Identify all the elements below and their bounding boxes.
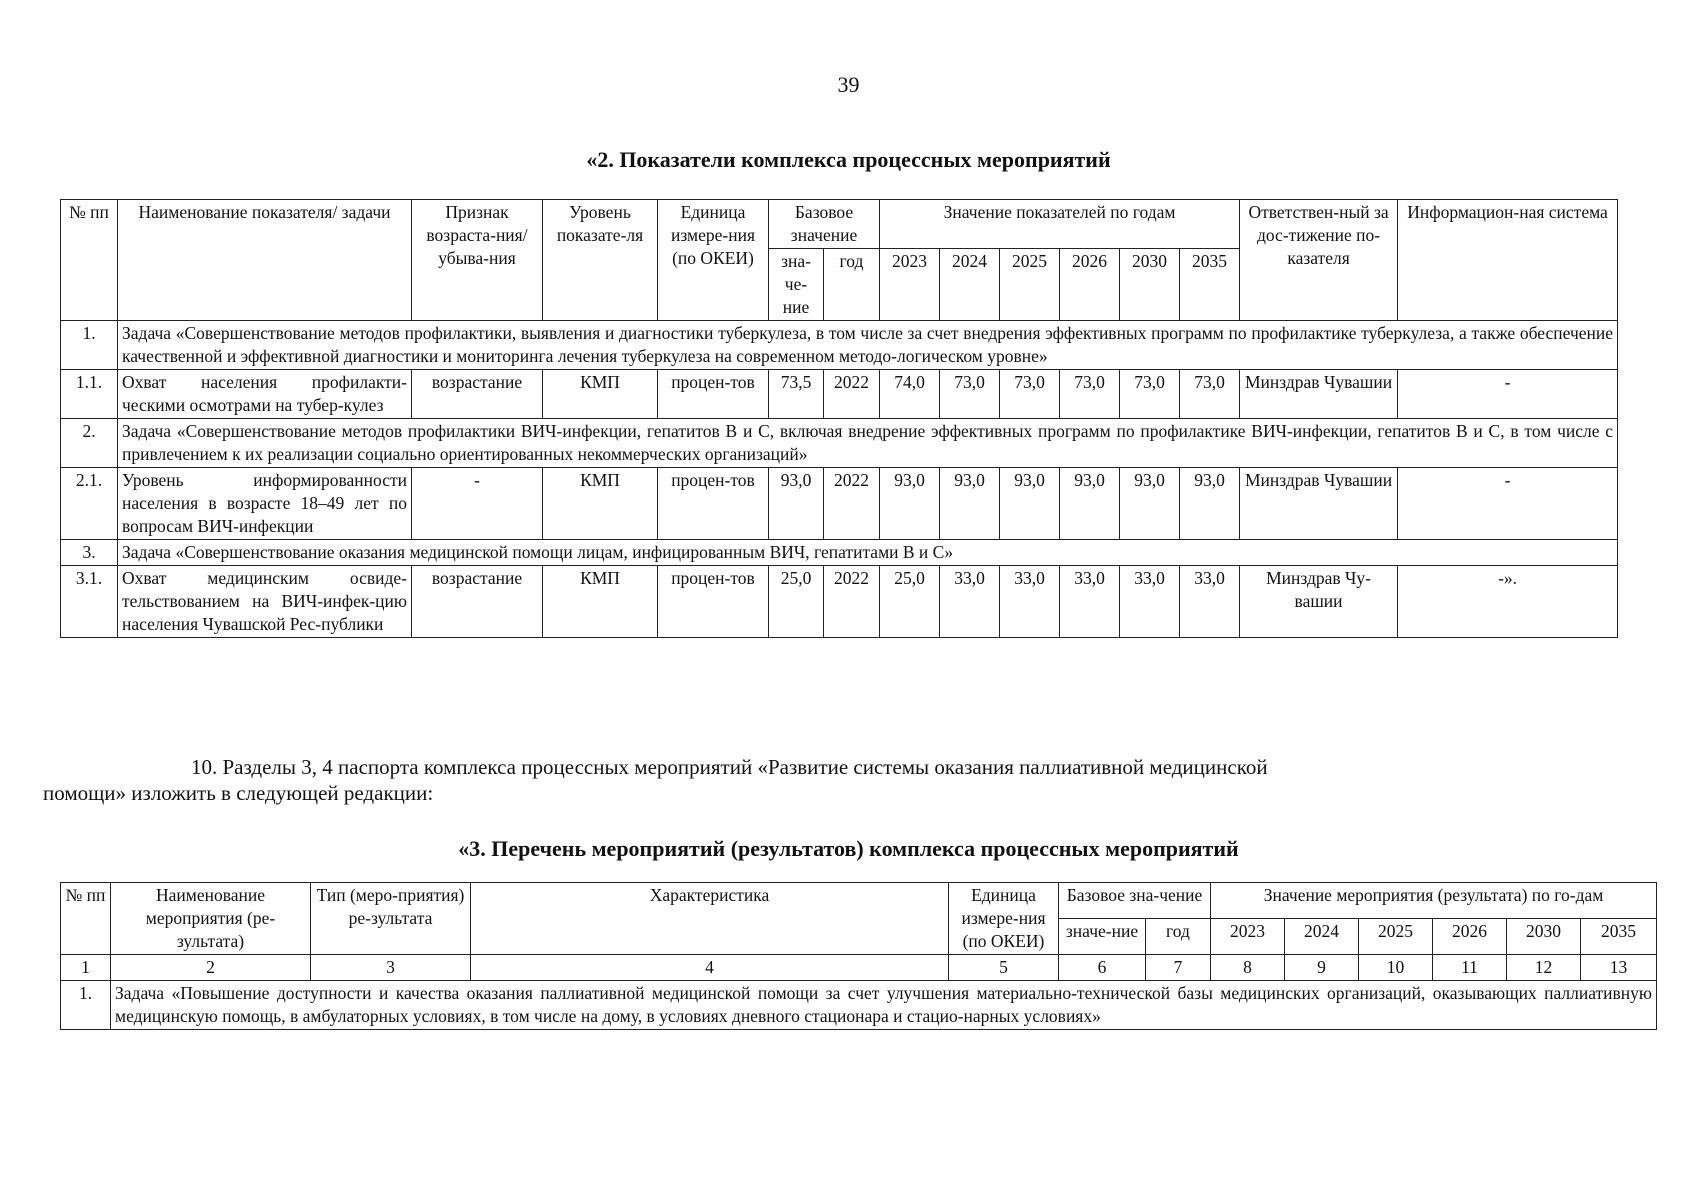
header-unit: Единица измере-ния (по ОКЕИ)	[949, 883, 1059, 955]
indicator-level: КМП	[543, 468, 658, 540]
indicator-value: 33,0	[940, 566, 1000, 638]
header-indicator-name: Наименование показателя/ задачи	[118, 200, 412, 321]
column-number: 2	[111, 955, 311, 981]
header-base-value: значе-ние	[1059, 919, 1146, 955]
indicator-base-year: 2022	[824, 566, 880, 638]
indicator-value: 25,0	[880, 566, 940, 638]
amendment-paragraph	[43, 754, 1597, 806]
indicator-base-value: 73,5	[769, 370, 824, 419]
indicator-info-system: -	[1398, 370, 1618, 419]
header-characteristic: Характеристика	[471, 883, 949, 955]
task-num: 1.	[61, 981, 111, 1030]
task-row	[61, 981, 1657, 1030]
indicator-sign: возрастание	[412, 370, 543, 419]
indicator-value: 33,0	[1180, 566, 1240, 638]
indicator-sign: -	[412, 468, 543, 540]
column-number: 4	[471, 955, 949, 981]
table-header-row	[61, 200, 1618, 249]
indicators-table	[60, 199, 1618, 638]
header-year: 2025	[1000, 249, 1060, 321]
column-number: 13	[1581, 955, 1657, 981]
header-values-by-years: Значение мероприятия (результата) по го-дам	[1211, 883, 1657, 919]
header-year: 2025	[1359, 919, 1433, 955]
header-base-year: год	[1146, 919, 1211, 955]
indicator-name: Охват населения профилакти-ческими осмотрами на тубер-кулез	[118, 370, 412, 419]
indicator-info-system: -	[1398, 468, 1618, 540]
header-num: № пп	[61, 200, 118, 321]
header-num: № пп	[61, 883, 111, 955]
paragraph-line: 10. Разделы 3, 4 паспорта комплекса процессных мероприятий «Развитие системы оказания паллиативной медицинской	[191, 755, 1268, 779]
indicator-value: 73,0	[1000, 370, 1060, 419]
header-activity-name: Наименование мероприятия (ре-зультата)	[111, 883, 311, 955]
indicator-sign: возрастание	[412, 566, 543, 638]
header-year: 2030	[1507, 919, 1581, 955]
indicator-row	[61, 468, 1618, 540]
indicator-value: 73,0	[1060, 370, 1120, 419]
indicator-responsible: Минздрав Чувашии	[1240, 468, 1398, 540]
indicator-value: 93,0	[1180, 468, 1240, 540]
indicator-value: 74,0	[880, 370, 940, 419]
activities-table	[60, 882, 1657, 1030]
column-number: 8	[1211, 955, 1285, 981]
section3-heading: «3. Перечень мероприятий (результатов) комплекса процессных мероприятий	[458, 836, 1239, 861]
indicator-value: 93,0	[940, 468, 1000, 540]
header-year: 2023	[1211, 919, 1285, 955]
indicator-row	[61, 370, 1618, 419]
header-year: 2024	[940, 249, 1000, 321]
column-number: 7	[1146, 955, 1211, 981]
column-number: 9	[1285, 955, 1359, 981]
task-row	[61, 321, 1618, 370]
table-header-row	[61, 883, 1657, 919]
header-responsible: Ответствен-ный за дос-тижение по-казателя	[1240, 200, 1398, 321]
indicator-value: 73,0	[1180, 370, 1240, 419]
column-number: 10	[1359, 955, 1433, 981]
column-number: 11	[1433, 955, 1507, 981]
header-year: 2023	[880, 249, 940, 321]
indicator-value: 93,0	[1120, 468, 1180, 540]
indicator-level: КМП	[543, 370, 658, 419]
column-number: 12	[1507, 955, 1581, 981]
header-type: Тип (меро-приятия) ре-зультата	[311, 883, 471, 955]
indicator-info-system: -».	[1398, 566, 1618, 638]
task-num: 3.	[61, 540, 118, 566]
header-values-by-years: Значение показателей по годам	[880, 200, 1240, 249]
header-base: Базовое значение	[769, 200, 880, 249]
indicator-value: 33,0	[1060, 566, 1120, 638]
indicator-unit: процен-тов	[658, 566, 769, 638]
task-text: Задача «Повышение доступности и качества оказания паллиативной медицинской помощи за счет улучшения материально-технической базы медицинских организаций, оказывающих паллиативную медицинскую помощь, в амбулаторных условиях, в том числе на дому, в условиях дневного стационара и стацио-нарных условиях»	[111, 981, 1657, 1030]
indicator-responsible: Минздрав Чу-вашии	[1240, 566, 1398, 638]
indicator-name: Уровень информированности населения в возрасте 18–49 лет по вопросам ВИЧ-инфекции	[118, 468, 412, 540]
indicator-row	[61, 566, 1618, 638]
header-info-system: Информацион-ная система	[1398, 200, 1618, 321]
header-year: 2035	[1180, 249, 1240, 321]
page-number: 39	[837, 72, 860, 97]
column-number: 5	[949, 955, 1059, 981]
indicator-num: 3.1.	[61, 566, 118, 638]
indicator-base-year: 2022	[824, 370, 880, 419]
indicator-unit: процен-тов	[658, 370, 769, 419]
indicator-unit: процен-тов	[658, 468, 769, 540]
indicator-num: 2.1.	[61, 468, 118, 540]
indicator-value: 33,0	[1120, 566, 1180, 638]
indicator-base-value: 25,0	[769, 566, 824, 638]
header-unit: Единица измере-ния (по ОКЕИ)	[658, 200, 769, 321]
header-level: Уровень показате-ля	[543, 200, 658, 321]
header-year: 2026	[1433, 919, 1507, 955]
task-num: 2.	[61, 419, 118, 468]
header-sign: Признак возраста-ния/убыва-ния	[412, 200, 543, 321]
indicator-base-value: 93,0	[769, 468, 824, 540]
indicator-base-year: 2022	[824, 468, 880, 540]
header-base-value: зна-че-ние	[769, 249, 824, 321]
header-base: Базовое зна-чение	[1059, 883, 1211, 919]
task-row	[61, 419, 1618, 468]
header-base-year: год	[824, 249, 880, 321]
header-year: 2024	[1285, 919, 1359, 955]
indicator-num: 1.1.	[61, 370, 118, 419]
indicator-name: Охват медицинским освиде-тельствованием на ВИЧ-инфек-цию населения Чувашской Рес-публики	[118, 566, 412, 638]
section2-heading: «2. Показатели комплекса процессных мероприятий	[586, 147, 1111, 172]
column-number-row	[61, 955, 1657, 981]
task-text: Задача «Совершенствование методов профилактики, выявления и диагностики туберкулеза, в том числе за счет внедрения эффективных программ по профилактике туберкулеза, а также обеспечение качественной и эффективной диагностики и мониторинга лечения туберкулеза на современном методо-логическом уровне»	[118, 321, 1618, 370]
indicator-value: 93,0	[880, 468, 940, 540]
column-number: 6	[1059, 955, 1146, 981]
task-row	[61, 540, 1618, 566]
indicator-value: 93,0	[1000, 468, 1060, 540]
task-text: Задача «Совершенствование методов профилактики ВИЧ-инфекции, гепатитов В и С, включая внедрение эффективных программ по профилактике ВИЧ-инфекции, гепатитов В и С, в том числе с привлечением к их реализации социально ориентированных некоммерческих организаций»	[118, 419, 1618, 468]
indicator-responsible: Минздрав Чувашии	[1240, 370, 1398, 419]
header-year: 2035	[1581, 919, 1657, 955]
column-number: 3	[311, 955, 471, 981]
indicator-value: 33,0	[1000, 566, 1060, 638]
indicator-level: КМП	[543, 566, 658, 638]
task-text: Задача «Совершенствование оказания медицинской помощи лицам, инфицированным ВИЧ, гепатитами В и С»	[118, 540, 1618, 566]
indicator-value: 93,0	[1060, 468, 1120, 540]
task-num: 1.	[61, 321, 118, 370]
indicator-value: 73,0	[940, 370, 1000, 419]
column-number: 1	[61, 955, 111, 981]
paragraph-line: помощи» изложить в следующей редакции:	[43, 781, 434, 805]
header-year: 2030	[1120, 249, 1180, 321]
indicator-value: 73,0	[1120, 370, 1180, 419]
header-year: 2026	[1060, 249, 1120, 321]
